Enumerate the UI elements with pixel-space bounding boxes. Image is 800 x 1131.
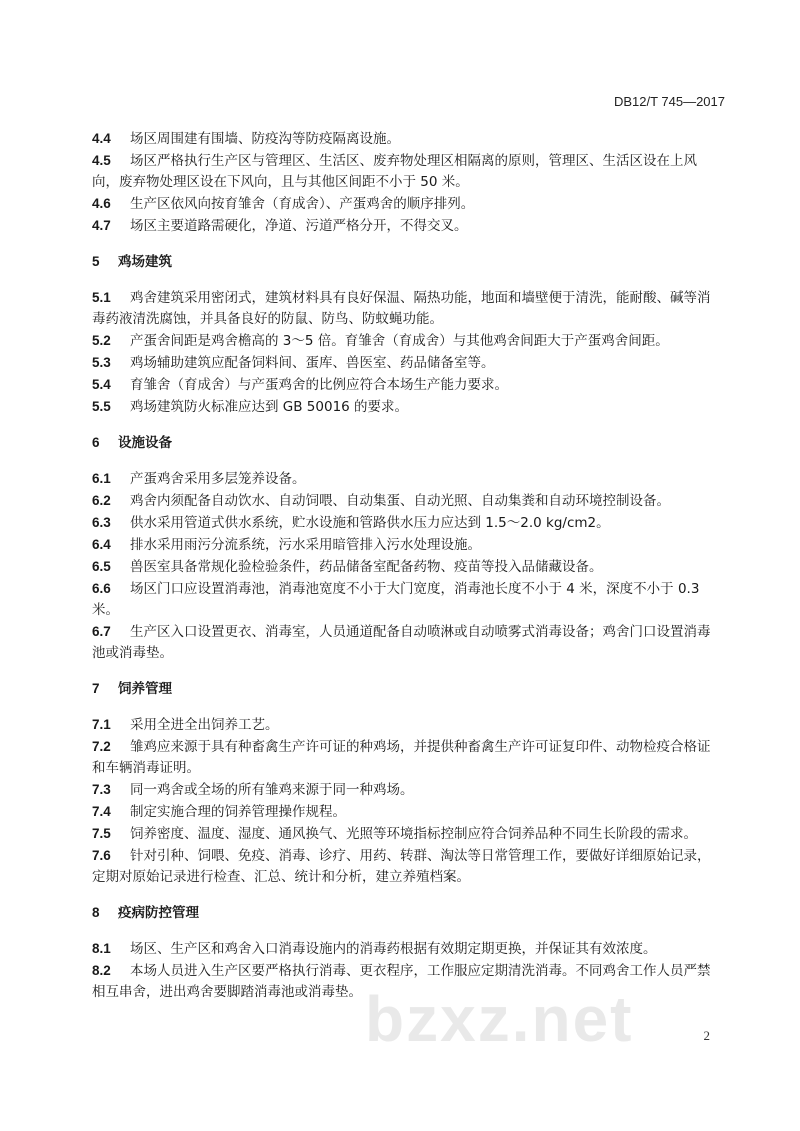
clause-5-5: 5.5 鸡场建筑防火标准应达到 GB 50016 的要求。 <box>92 399 409 415</box>
clause-6-5: 6.5 兽医室具备常规化验检验条件，药品储备室配备药物、疫苗等投入品储藏设备。 <box>92 559 603 575</box>
clause-8-1: 8.1 场区、生产区和鸡舍入口消毒设施内的消毒药根据有效期定期更换，并保证其有效浓度。 <box>92 941 657 957</box>
clause-6-3: 6.3 供水采用管道式供水系统，贮水设施和管路供水压力应达到 1.5～2.0 kg/cm2。 <box>92 515 610 531</box>
clause-7-3: 7.3 同一鸡舍或全场的所有雏鸡来源于同一种鸡场。 <box>92 782 414 798</box>
section-heading-8: 8 疫病防控管理 <box>92 905 199 921</box>
clause-6-1: 6.1 产蛋鸡舍采用多层笼养设备。 <box>92 471 306 487</box>
doc-code: DB12/T 745—2017 <box>613 94 725 109</box>
page-number: 2 <box>703 1028 710 1043</box>
section-heading-5: 5 鸡场建筑 <box>92 254 172 270</box>
watermark: bzxz.net <box>365 983 634 1055</box>
clause-6-7: 6.7 生产区入口设置更衣、消毒室，人员通道配备自动喷淋或自动喷雾式消毒设备；鸡舍门口设置消毒池或消毒垫。 <box>92 624 711 661</box>
clause-7-1: 7.1 采用全进全出饲养工艺。 <box>92 717 279 733</box>
clause-4-5: 4.5 场区严格执行生产区与管理区、生活区、废弃物处理区相隔离的原则，管理区、生活区设在上风向，废弃物处理区设在下风向，且与其他区间距不小于 50 米。 <box>92 153 697 190</box>
document-body <box>92 128 722 1003</box>
clause-7-4: 7.4 制定实施合理的饲养管理操作规程。 <box>92 804 346 820</box>
clause-7-5: 7.5 饲养密度、温度、湿度、通风换气、光照等环境指标控制应符合饲养品种不同生长阶段的需求。 <box>92 826 697 842</box>
clause-5-1: 5.1 鸡舍建筑采用密闭式，建筑材料具有良好保温、隔热功能，地面和墙壁便于清洗，能耐酸、碱等消毒药液清洗腐蚀，并具备良好的防鼠、防鸟、防蚊蝇功能。 <box>92 290 711 327</box>
section-heading-6: 6 设施设备 <box>92 435 172 451</box>
clause-7-6: 7.6 针对引种、饲喂、免疫、消毒、诊疗、用药、转群、淘汰等日常管理工作，要做好详细原始记录，定期对原始记录进行检查、汇总、统计和分析，建立养殖档案。 <box>92 848 711 885</box>
clause-7-2: 7.2 雏鸡应来源于具有种畜禽生产许可证的种鸡场，并提供种畜禽生产许可证复印件、动物检疫合格证和车辆消毒证明。 <box>92 739 711 776</box>
clause-6-2: 6.2 鸡舍内须配备自动饮水、自动饲喂、自动集蛋、自动光照、自动集粪和自动环境控制设备。 <box>92 493 670 509</box>
clause-5-3: 5.3 鸡场辅助建筑应配备饲料间、蛋库、兽医室、药品储备室等。 <box>92 355 495 371</box>
clause-4-7: 4.7 场区主要道路需硬化，净道、污道严格分开，不得交叉。 <box>92 218 468 234</box>
clause-6-4: 6.4 排水采用雨污分流系统，污水采用暗管排入污水处理设施。 <box>92 537 481 553</box>
clause-4-6: 4.6 生产区依风向按育雏舍（育成舍）、产蛋鸡舍的顺序排列。 <box>92 196 475 212</box>
section-heading-7: 7 饲养管理 <box>92 681 172 697</box>
clause-5-2: 5.2 产蛋舍间距是鸡舍檐高的 3～5 倍。育雏舍（育成舍）与其他鸡舍间距大于产蛋鸡舍间距。 <box>92 333 669 349</box>
clause-8-2: 8.2 本场人员进入生产区要严格执行消毒、更衣程序，工作服应定期清洗消毒。不同鸡舍工作人员严禁相互串舍，进出鸡舍要脚踏消毒池或消毒垫。 <box>92 963 711 1000</box>
clause-5-4: 5.4 育雏舍（育成舍）与产蛋鸡舍的比例应符合本场生产能力要求。 <box>92 377 508 393</box>
clause-4-4: 4.4 场区周围建有围墙、防疫沟等防疫隔离设施。 <box>92 131 400 147</box>
clause-6-6: 6.6 场区门口应设置消毒池，消毒池宽度不小于大门宽度，消毒池长度不小于 4 米，深度不小于 0.3 米。 <box>92 581 700 618</box>
